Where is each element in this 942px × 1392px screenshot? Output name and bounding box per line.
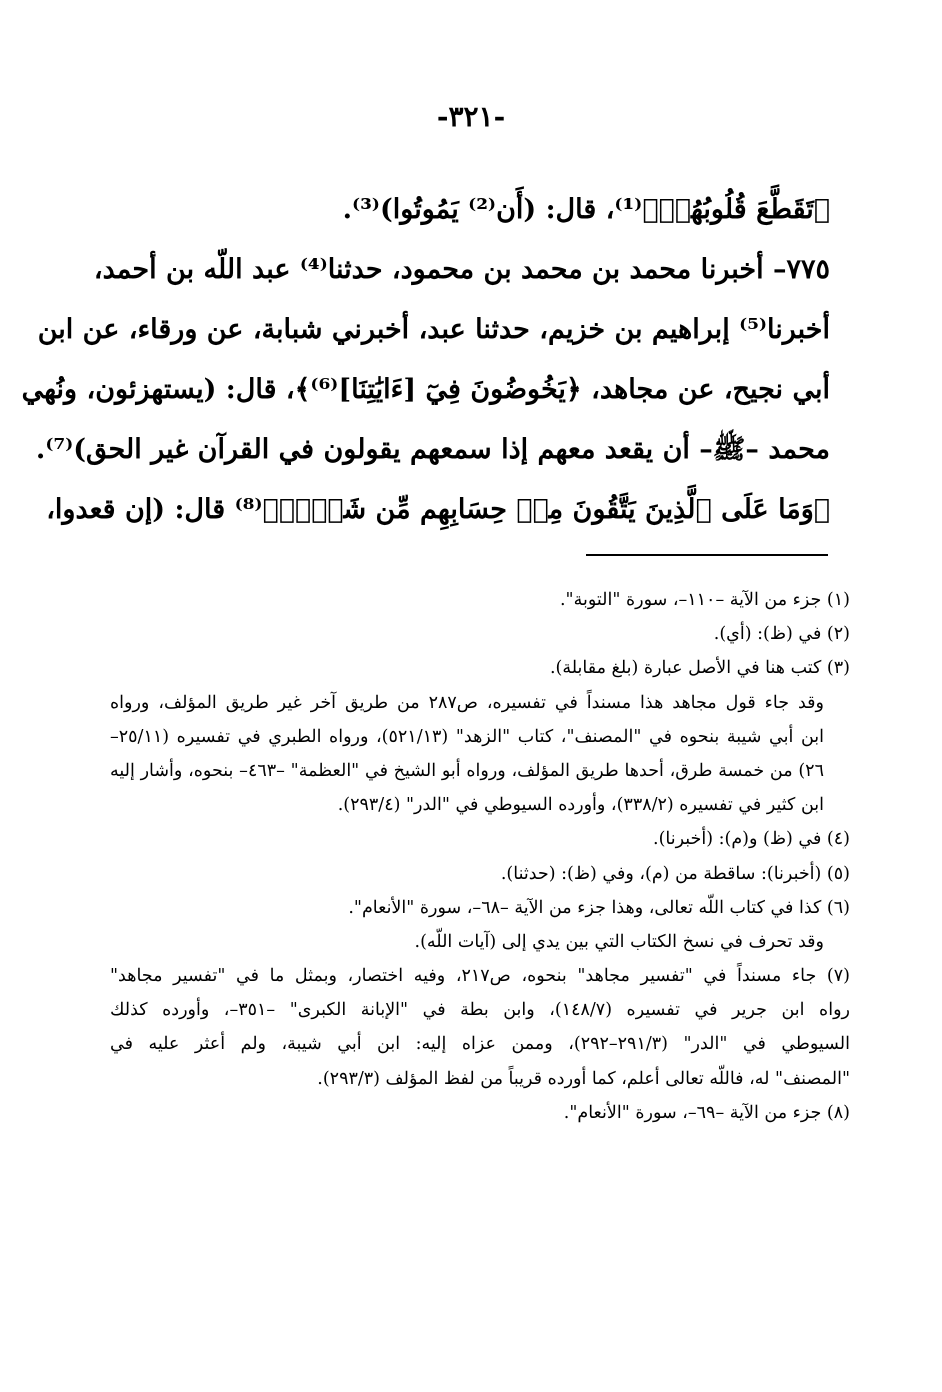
main-line: ﴿وَمَا عَلَى ٱلَّذِينَ يَتَّقُونَ مِنۡ حِسَابِهِم مِّن شَيۡءٖ﴾⁽⁸⁾ قال: (إن قعدوا، — [46, 494, 830, 525]
main-line: محمد –ﷺ– أن يقعد معهم إذا سمعهم يقولون في القرآن غير الحق)⁽⁷⁾. — [35, 434, 830, 465]
footnote-divider — [586, 554, 828, 556]
main-line: أخبرنا⁽⁵⁾ إبراهيم بن خزيم، حدثنا عبد، أخبرني شبابة، عن ورقاء، عن ابن — [37, 314, 830, 345]
footnote-6: (٦) كذا في كتاب اللّه تعالى، وهذا جزء من الآية –٦٨–، سورة "الأنعام". — [348, 897, 850, 918]
main-line: ﴿تَقَطَّعَ قُلُوبُهُمۡ﴾⁽¹⁾، قال: (أَن⁽²⁾ يَمُوتُوا)⁽³⁾. — [342, 194, 830, 225]
footnote-7-continuation: رواه ابن جرير في تفسيره (١٤٨/٧)، وابن بطة في "الإبانة الكبرى" –٣٥١–، وأورده كذلك — [110, 1000, 850, 1021]
footnote-1: (١) جزء من الآية –١١٠–، سورة "التوبة". — [559, 590, 850, 610]
footnote-7: (٧) جاء مسنداً في "تفسير مجاهد" بنحوه، ص٢١٧، وفيه اختصار، وبمثل ما في "تفسير مجاهد" — [110, 966, 850, 987]
footnote-7-continuation: السيوطي في "الدر" (٢٩١/٣–٢٩٢)، وممن عزاه إليه: ابن أبي شيبة، ولم أعثر عليه في — [110, 1034, 850, 1055]
footnote-3-continuation: ابن كثير في تفسيره (٣٣٨/٢)، وأورده السيوطي في "الدر" (٢٩٣/٤). — [337, 795, 824, 816]
footnote-2: (٢) في (ظ): (أي). — [713, 624, 850, 645]
footnote-5: (٥) (أخبرنا): ساقطة من (م)، وفي (ظ): (حدثنا). — [500, 863, 850, 884]
footnote-3-continuation: ٢٦) من خمسة طرق، أحدها طريق المؤلف، ورواه أبو الشيخ في "العظمة" –٤٦٣– بنحوه، وأشار إليه — [110, 760, 824, 781]
main-line: أبي نجيح، عن مجاهد، ﴿يَخُوضُونَ فِيٓ [ءَايَٰتِنَا]⁽⁶⁾﴾، قال: (يستهزئون، ونُهي — [21, 374, 830, 405]
footnote-4: (٤) في (ظ) و(م): (أخبرنا). — [653, 829, 850, 850]
main-line: ٧٧٥– أخبرنا محمد بن محمد بن محمود، حدثنا⁽⁴⁾ عبد اللّه بن أحمد، — [93, 254, 830, 285]
footnote-6-continuation: وقد تحرف في نسخ الكتاب التي بين يدي إلى (آيات اللّه). — [414, 931, 824, 952]
footnotes — [110, 583, 850, 1130]
main-text — [21, 180, 830, 540]
footnote-3-continuation: ابن أبي شيبة بنحوه في "المصنف"، كتاب "الزهد" (٥٢١/١٣)، ورواه الطبري في تفسيره (٢٥/١١– — [110, 726, 824, 747]
footnote-3-continuation: وقد جاء قول مجاهد هذا مسنداً في تفسيره، ص٢٨٧ من طريق آخر غير طريق المؤلف، ورواه — [110, 692, 824, 713]
page-number: -٣٢١- — [436, 100, 506, 133]
footnote-3: (٣) كتب هنا في الأصل عبارة (بلغ مقابلة). — [549, 658, 850, 679]
footnote-8: (٨) جزء من الآية –٦٩–، سورة "الأنعام". — [563, 1102, 850, 1123]
footnote-7-continuation: "المصنف" له، فاللّه تعالى أعلم، كما أورده قريباً من لفظ المؤلف (٢٩٣/٣). — [317, 1068, 850, 1089]
